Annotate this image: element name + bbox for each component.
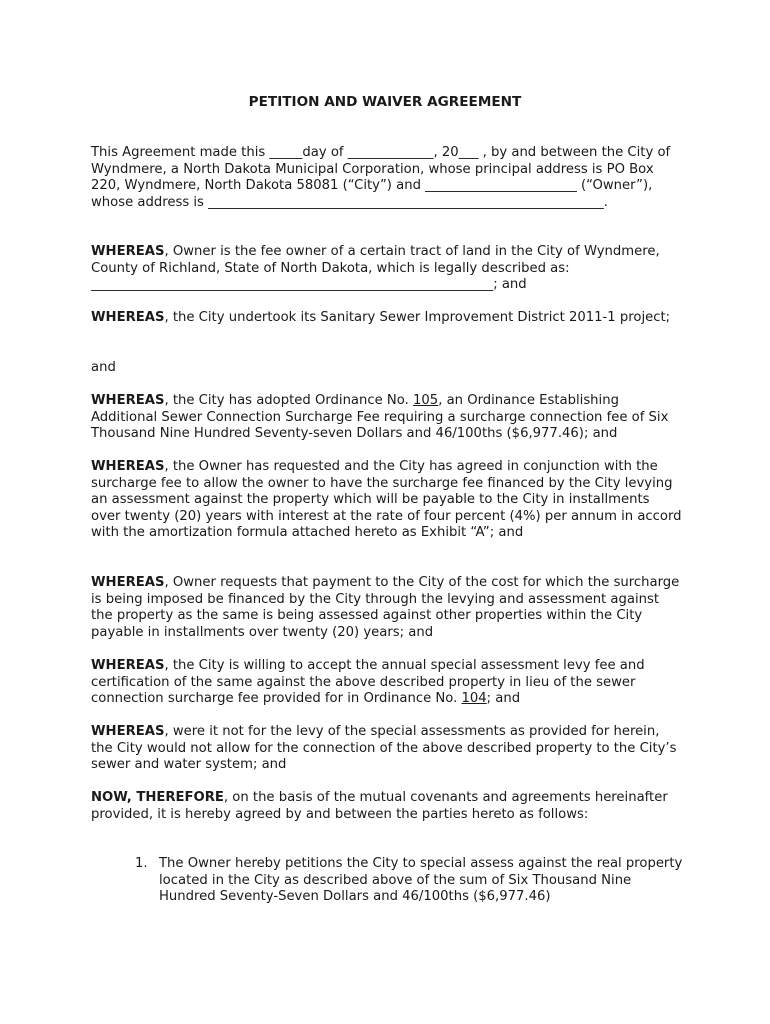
whereas-text: , the City undertook its Sanitary Sewer Improvement District 2011-1 project; (164, 310, 671, 325)
whereas-lead: WHEREAS (91, 575, 165, 590)
whereas-text: , were it not for the levy of the special assessments as provided for herein, the City would not allow for the connection of the above described property to the City’s sewer and water system; and (91, 724, 677, 773)
list-item-text: The Owner hereby petitions the City to special assess against the real property located in the City as described above of the sum of Six Thousand Nine Hundred Seventy-Seven Dollars and 46/100ths ($6,977.46) (159, 856, 683, 905)
whereas-lead: WHEREAS (91, 724, 165, 739)
therefore-lead: NOW, THEREFORE (91, 790, 224, 805)
whereas-lead: WHEREAS (91, 459, 165, 474)
whereas-paragraph-6 (91, 658, 683, 708)
whereas-text: ; and (486, 691, 521, 707)
whereas-lead: WHEREAS (91, 244, 165, 259)
whereas-paragraph-7 (91, 724, 683, 774)
ordinance-number: 105 (413, 393, 439, 408)
therefore-text: , on the basis of the mutual covenants and agreements hereinafter provided, it is hereby agreed by and between the parties hereto as follows: (91, 790, 668, 822)
intro-paragraph: This Agreement made this _____day of _____________, 20___ , by and between the City of Wyndmere, a North Dakota Municipal Corporation, whose principal address is PO Box 220, Wyndmere, North Dakota 58081 (“City”) and _______________________ (“Owner”), whose address is ____________________________________________________________. (91, 145, 671, 210)
whereas-paragraph-3 (91, 393, 683, 443)
whereas-paragraph-5 (91, 575, 683, 641)
document-title: PETITION AND WAIVER AGREEMENT (248, 94, 522, 110)
whereas-text: , Owner requests that payment to the City of the cost for which the surcharge is being imposed be financed by the City through the levying and assessment against the property as the same is being assessed against other properties within the City payable in installments over twenty (20) years; and (91, 575, 680, 640)
therefore-paragraph (91, 790, 683, 823)
whereas-text: , the City is willing to accept the annual special assessment levy fee and certification of the same against the above described property in lieu of the sewer connection surcharge fee provided for in Ordinance No. (91, 658, 645, 707)
whereas-paragraph-4 (91, 459, 683, 542)
and-line: and (91, 360, 116, 375)
whereas-text: , the City has adopted Ordinance No. (164, 393, 414, 408)
whereas-paragraph-1 (91, 244, 683, 294)
list-item-number: 1. (135, 856, 148, 871)
whereas-text: , Owner is the fee owner of a certain tract of land in the City of Wyndmere, County of Richland, State of North Dakota, which is legally described as: _____________________________________________________________; and (91, 244, 660, 293)
whereas-lead: WHEREAS (91, 658, 165, 673)
ordinance-number: 104 (461, 691, 487, 707)
whereas-text: , the Owner has requested and the City has agreed in conjunction with the surcharge fee to allow the owner to have the surcharge fee financed by the City levying an assessment against the property which will be payable to the City in installments over twenty (20) years with interest at the rate of four percent (4%) per annum in accord with the amortization formula attached hereto as Exhibit “A”; and (91, 459, 682, 541)
whereas-paragraph-2 (91, 310, 683, 327)
whereas-text: , an Ordinance Establishing Additional Sewer Connection Surcharge Fee requiring a surcharge connection fee of Six Thousand Nine Hundred Seventy-seven Dollars and 46/100ths ($6,977.46); and (91, 393, 669, 442)
whereas-lead: WHEREAS (91, 393, 165, 408)
whereas-lead: WHEREAS (91, 310, 165, 325)
